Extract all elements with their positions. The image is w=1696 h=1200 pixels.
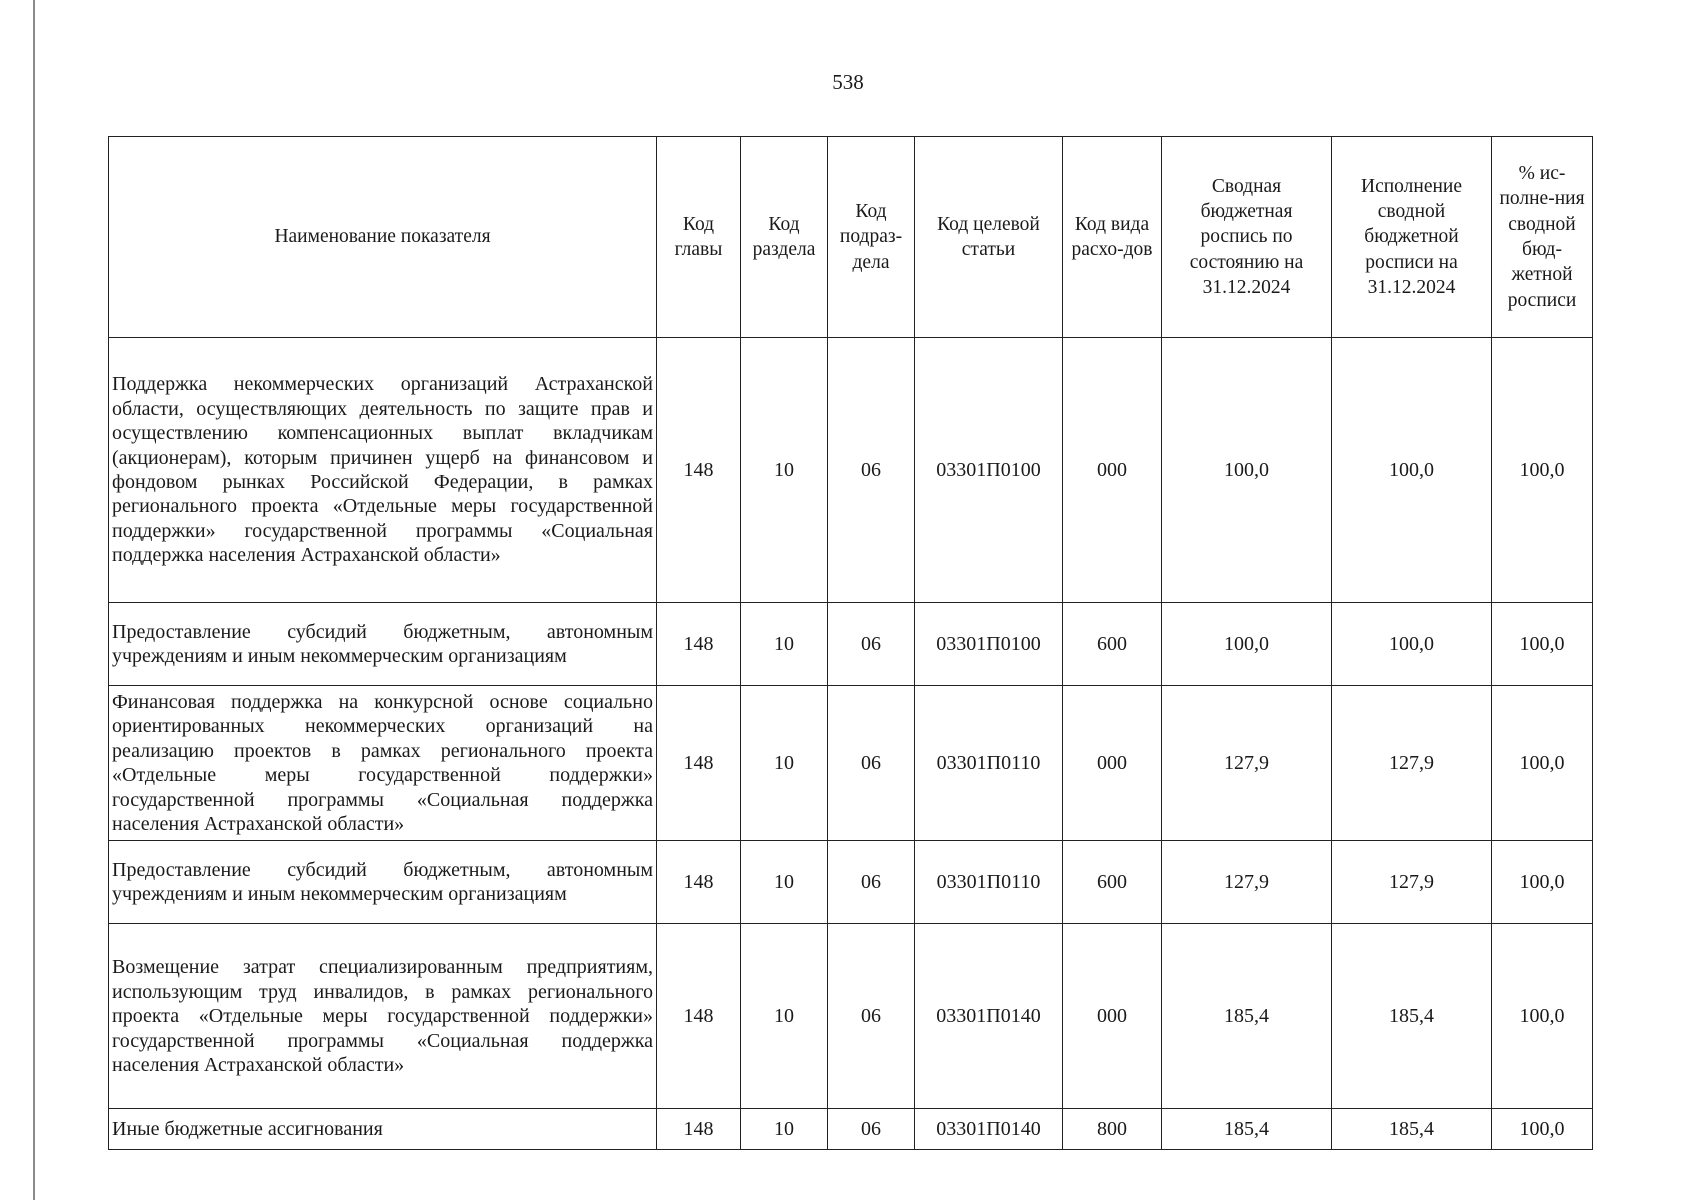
header-kind-code: Код вида расхо-дов bbox=[1063, 137, 1162, 338]
row-execution: 100,0 bbox=[1332, 338, 1492, 603]
row-percent: 100,0 bbox=[1492, 924, 1593, 1109]
row-chapter-code: 148 bbox=[657, 841, 741, 924]
row-percent: 100,0 bbox=[1492, 686, 1593, 841]
header-percent: % ис-полне-ния сводной бюд-жетной росписи bbox=[1492, 137, 1593, 338]
table-row bbox=[109, 603, 1593, 686]
row-percent: 100,0 bbox=[1492, 338, 1593, 603]
row-chapter-code: 148 bbox=[657, 603, 741, 686]
row-target-code: 03301П0140 bbox=[915, 924, 1063, 1109]
row-plan: 185,4 bbox=[1162, 924, 1332, 1109]
row-name: Предоставление субсидий бюджетным, автономным учреждениям и иным некоммерческим организациям bbox=[109, 841, 657, 924]
row-target-code: 03301П0110 bbox=[915, 841, 1063, 924]
row-target-code: 03301П0100 bbox=[915, 338, 1063, 603]
row-plan: 127,9 bbox=[1162, 841, 1332, 924]
row-kind-code: 000 bbox=[1063, 686, 1162, 841]
row-percent: 100,0 bbox=[1492, 603, 1593, 686]
row-subsection-code: 06 bbox=[828, 338, 915, 603]
row-target-code: 03301П0110 bbox=[915, 686, 1063, 841]
row-section-code: 10 bbox=[741, 841, 828, 924]
header-chapter-code: Код главы bbox=[657, 137, 741, 338]
row-section-code: 10 bbox=[741, 1109, 828, 1150]
row-subsection-code: 06 bbox=[828, 924, 915, 1109]
row-execution: 185,4 bbox=[1332, 924, 1492, 1109]
row-target-code: 03301П0100 bbox=[915, 603, 1063, 686]
row-section-code: 10 bbox=[741, 338, 828, 603]
table-row bbox=[109, 1109, 1593, 1150]
row-subsection-code: 06 bbox=[828, 686, 915, 841]
row-subsection-code: 06 bbox=[828, 603, 915, 686]
row-section-code: 10 bbox=[741, 603, 828, 686]
row-kind-code: 000 bbox=[1063, 924, 1162, 1109]
row-kind-code: 800 bbox=[1063, 1109, 1162, 1150]
header-execution: Исполнение сводной бюджетной росписи на 31.12.2024 bbox=[1332, 137, 1492, 338]
row-name: Возмещение затрат специализированным предприятиям, использующим труд инвалидов, в рамках регионального проекта «Отдельные меры государственной поддержки» государственной программы «Социальная поддержка населения Астраханской области» bbox=[109, 924, 657, 1109]
row-name: Финансовая поддержка на конкурсной основе социально ориентированных некоммерческих организаций на реализацию проектов в рамках регионального проекта «Отдельные меры государственной поддержки» государственной программы «Социальная поддержка населения Астраханской области» bbox=[109, 686, 657, 841]
row-chapter-code: 148 bbox=[657, 338, 741, 603]
row-target-code: 03301П0140 bbox=[915, 1109, 1063, 1150]
row-name: Поддержка некоммерческих организаций Астраханской области, осуществляющих деятельность по защите прав и осуществлению компенсационных выплат вкладчикам (акционерам), которым причинен ущерб на финансовом и фондовом рынках Российской Федерации, в рамках регионального проекта «Отдельные меры государственной поддержки» государственной программы «Социальная поддержка населения Астраханской области» bbox=[109, 338, 657, 603]
header-subsection-code: Код подраз-дела bbox=[828, 137, 915, 338]
row-percent: 100,0 bbox=[1492, 1109, 1593, 1150]
row-plan: 127,9 bbox=[1162, 686, 1332, 841]
row-execution: 127,9 bbox=[1332, 841, 1492, 924]
row-kind-code: 600 bbox=[1063, 841, 1162, 924]
table-row bbox=[109, 841, 1593, 924]
budget-execution-table bbox=[108, 136, 1593, 1150]
row-chapter-code: 148 bbox=[657, 686, 741, 841]
row-execution: 127,9 bbox=[1332, 686, 1492, 841]
row-kind-code: 000 bbox=[1063, 338, 1162, 603]
header-target-code: Код целевой статьи bbox=[915, 137, 1063, 338]
row-kind-code: 600 bbox=[1063, 603, 1162, 686]
header-name: Наименование показателя bbox=[109, 137, 657, 338]
row-execution: 100,0 bbox=[1332, 603, 1492, 686]
row-plan: 100,0 bbox=[1162, 338, 1332, 603]
row-name: Предоставление субсидий бюджетным, автономным учреждениям и иным некоммерческим организациям bbox=[109, 603, 657, 686]
table-row bbox=[109, 338, 1593, 603]
row-plan: 100,0 bbox=[1162, 603, 1332, 686]
row-name: Иные бюджетные ассигнования bbox=[109, 1109, 657, 1150]
table-row bbox=[109, 686, 1593, 841]
page-number: 538 bbox=[832, 70, 864, 94]
scan-margin-line bbox=[33, 0, 35, 1200]
row-section-code: 10 bbox=[741, 686, 828, 841]
row-chapter-code: 148 bbox=[657, 1109, 741, 1150]
row-chapter-code: 148 bbox=[657, 924, 741, 1109]
row-subsection-code: 06 bbox=[828, 1109, 915, 1150]
header-section-code: Код раздела bbox=[741, 137, 828, 338]
row-section-code: 10 bbox=[741, 924, 828, 1109]
table-header-row bbox=[109, 137, 1593, 338]
row-subsection-code: 06 bbox=[828, 841, 915, 924]
row-percent: 100,0 bbox=[1492, 841, 1593, 924]
row-execution: 185,4 bbox=[1332, 1109, 1492, 1150]
header-plan: Сводная бюджетная роспись по состоянию на 31.12.2024 bbox=[1162, 137, 1332, 338]
table-row bbox=[109, 924, 1593, 1109]
row-plan: 185,4 bbox=[1162, 1109, 1332, 1150]
